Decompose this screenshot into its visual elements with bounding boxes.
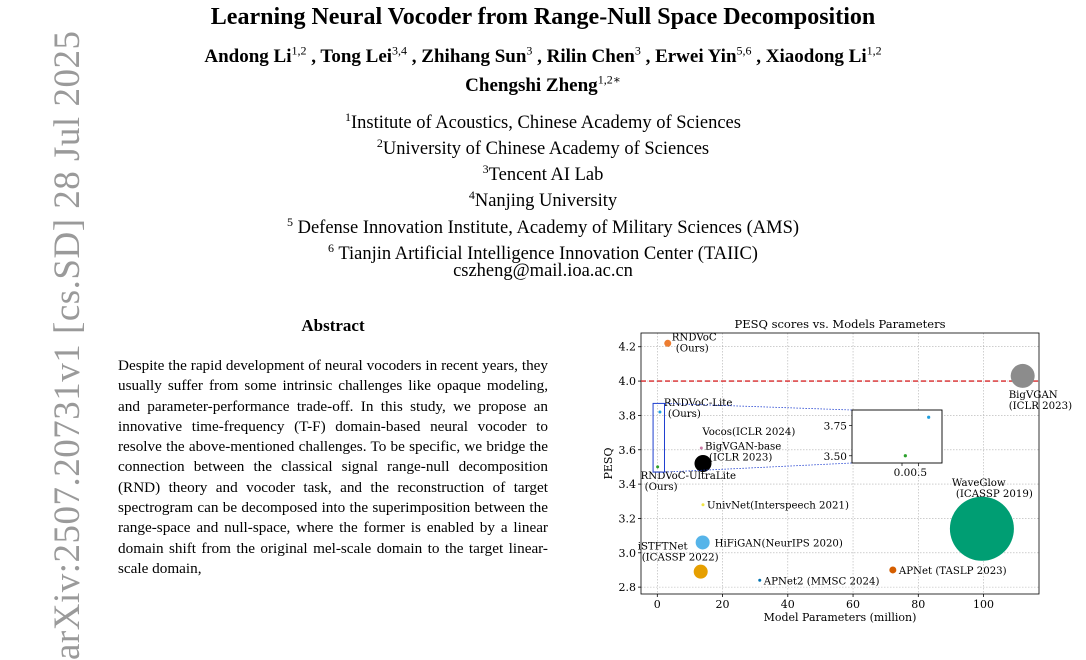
zoom-region-box xyxy=(653,403,664,472)
author-affiliation-marker: 3 xyxy=(526,44,533,58)
pesq-scatter-chart xyxy=(600,312,1073,642)
abstract-body: Despite the rapid development of neural vocoders in recent years, they usually suffer from some intrinsic challenges like opaque modeling, and parameter-performance trade-off. In this study, we propose an innovative time-frequency (T-F) domain-based neural vocoder to resolve the above-mentioned challenges. To be specific, we bridge the connection between the classical signal range-null decomposition (RND) theory and vocoder task, and the reconstruction of target spectrogram can be decomposed into the superimposition between the range-space and null-space, where the former is enabled by a linear domain shift from the original mel-scale domain to the target linear-scale domain, xyxy=(118,357,548,577)
zoom-connector xyxy=(664,463,852,472)
affiliation xyxy=(0,106,1086,134)
x-tick-label: 100 xyxy=(973,598,995,611)
point-label: RNDVoC xyxy=(671,332,717,344)
data-point xyxy=(658,410,661,413)
inset-data-point xyxy=(927,416,930,419)
author xyxy=(204,46,306,67)
data-point xyxy=(696,535,710,549)
paper-title: Learning Neural Vocoder from Range-Null Space Decomposition xyxy=(210,4,876,30)
author xyxy=(421,46,532,67)
affiliation-name: Institute of Acoustics, Chinese Academy of Sciences xyxy=(351,113,741,134)
author xyxy=(655,46,751,67)
point-label: RNDVoC-UltraLite xyxy=(640,470,737,482)
point-label-note: (ICLR 2023) xyxy=(1008,400,1073,412)
data-point xyxy=(656,465,659,468)
x-tick-label: 40 xyxy=(780,598,795,611)
x-tick-label: 20 xyxy=(715,598,730,611)
affiliation-marker: 5 xyxy=(286,215,293,229)
affiliation xyxy=(0,158,1086,186)
inset-data-point xyxy=(904,454,907,457)
arxiv-stamp xyxy=(6,30,88,660)
author-affiliation-marker: 5,6 xyxy=(736,44,752,58)
affiliation-name: Defense Innovation Institute, Academy of Military Sciences (AMS) xyxy=(297,218,800,239)
y-tick-label: 4.2 xyxy=(618,340,636,354)
author-name: Andong Li xyxy=(204,46,292,68)
inset-y-tick-label: 3.75 xyxy=(823,420,847,433)
data-point xyxy=(758,579,761,582)
affiliation xyxy=(0,132,1086,160)
author xyxy=(465,72,621,96)
author-affiliation-marker: 3,4 xyxy=(392,44,408,58)
y-tick-label: 2.8 xyxy=(618,581,636,595)
y-tick-label: 3.8 xyxy=(618,409,636,423)
point-label: BigVGAN xyxy=(1008,389,1058,401)
data-point xyxy=(950,497,1014,561)
data-point xyxy=(889,566,896,573)
chart-title: PESQ scores vs. Models Parameters xyxy=(734,317,946,331)
affiliation-marker: 3 xyxy=(482,162,489,176)
inset-y-tick-label: 3.50 xyxy=(823,450,847,463)
affiliation-name: Tianjin Artificial Intelligence Innovation Center (TAIIC) xyxy=(338,244,758,265)
author-name: Rilin Chen xyxy=(546,46,635,68)
data-point xyxy=(701,503,704,506)
author-affiliation-marker: 1,2 xyxy=(291,44,307,58)
data-point xyxy=(700,447,703,450)
author xyxy=(320,46,407,67)
affiliation-name: Tencent AI Lab xyxy=(488,165,604,186)
point-label: APNet2 (MMSC 2024) xyxy=(763,576,880,588)
author-list: Andong Li$^{1,2}$ , Tong Lei$^{3,4}$ , Zhihang Sun$^3$ , Rilin Chen$^3$ , Erwei Yin$^{5,6}$ , Xiaodong Li$^{1,2}$ Chengshi Zheng$^{1,2∗}$ xyxy=(204,44,882,96)
email[interactable]: cszheng@mail.ioa.ac.cn xyxy=(453,261,633,281)
affiliation-marker: 2 xyxy=(376,136,383,150)
author-affiliation-marker: 3 xyxy=(634,44,641,58)
y-tick-label: 3.2 xyxy=(618,512,636,526)
y-tick-label: 4.0 xyxy=(618,375,636,389)
arxiv-stamp-text: arXiv:2507.20731v1 [cs.SD] 28 Jul 2025 xyxy=(47,30,88,660)
affiliation-marker: 4 xyxy=(468,188,475,202)
x-axis-label: Model Parameters (million) xyxy=(763,611,917,624)
author-name: Xiaodong Li xyxy=(765,46,867,68)
point-label: BigVGAN-base xyxy=(704,441,782,453)
affiliation xyxy=(0,211,1086,239)
inset-x-tick-label: 0.5 xyxy=(910,467,928,479)
y-tick-label: 3.0 xyxy=(618,546,636,560)
y-axis-label: PESQ xyxy=(602,447,615,480)
point-label-note: (ICASSP 2022) xyxy=(641,552,719,564)
affiliation-marker: 6 xyxy=(328,241,335,255)
author-affiliation-marker: 1,2∗ xyxy=(597,72,621,87)
author xyxy=(766,46,882,67)
author-name: Zhihang Sun xyxy=(421,46,527,68)
data-point xyxy=(664,340,671,347)
inset-x-tick-label: 0.0 xyxy=(893,467,911,479)
data-point xyxy=(694,565,708,579)
point-label: APNet (TASLP 2023) xyxy=(898,565,1007,577)
affiliation-marker: 1 xyxy=(345,110,352,124)
x-tick-label: 0 xyxy=(653,598,661,611)
abstract-heading: Abstract xyxy=(301,316,365,335)
author-affiliation-marker: 1,2 xyxy=(866,44,882,58)
point-label-note: (ICLR 2023) xyxy=(708,452,773,464)
x-tick-label: 80 xyxy=(911,598,926,611)
y-tick-label: 3.6 xyxy=(618,443,636,457)
point-label-note: (Ours) xyxy=(667,408,701,420)
point-label: RNDVoC-Lite xyxy=(663,397,733,409)
point-label: HiFiGAN(NeurIPS 2020) xyxy=(714,538,843,550)
pesq-scatter-figure xyxy=(600,312,1073,642)
point-label-note: (Ours) xyxy=(675,343,709,355)
point-label-note: (ICASSP 2019) xyxy=(955,488,1033,500)
author-name: Chengshi Zheng xyxy=(465,74,598,96)
point-label: Vocos(ICLR 2024) xyxy=(702,427,796,439)
author-name: Tong Lei xyxy=(320,46,393,68)
y-tick-label: 3.4 xyxy=(618,478,636,492)
affiliation xyxy=(0,184,1086,212)
author xyxy=(547,46,641,67)
point-label-note: (Ours) xyxy=(644,481,678,493)
point-label: iSTFTNet xyxy=(637,541,688,553)
x-tick-label: 60 xyxy=(846,598,861,611)
affiliation-name: University of Chinese Academy of Sciences xyxy=(382,139,710,160)
data-point xyxy=(1011,364,1035,388)
point-label: WaveGlow xyxy=(951,477,1006,489)
author-name: Erwei Yin xyxy=(655,46,737,68)
affiliation-name: Nanjing University xyxy=(474,191,618,212)
point-label: UnivNet(Interspeech 2021) xyxy=(706,500,849,512)
